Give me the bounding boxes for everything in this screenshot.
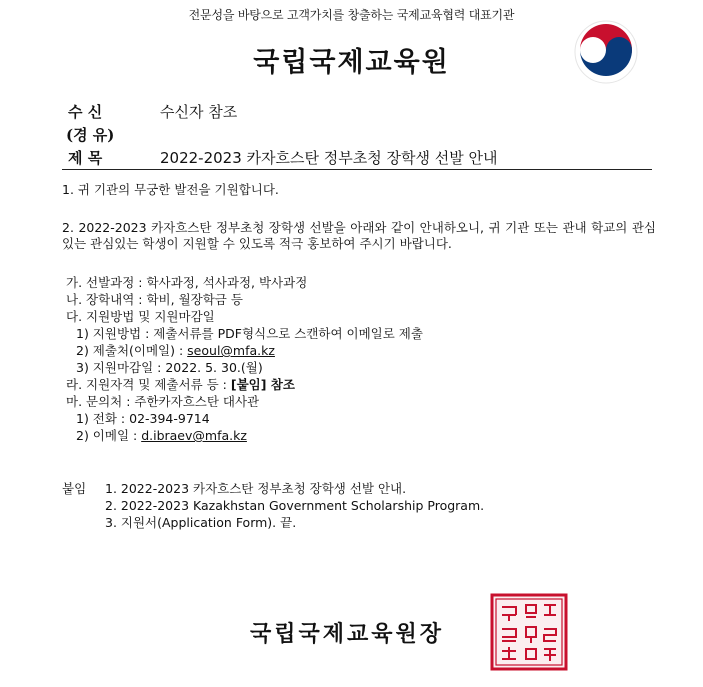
subject-label: 제 목 bbox=[68, 149, 103, 167]
signer-title: 국립국제교육원장 bbox=[250, 621, 445, 647]
subject-value: 2022-2023 카자흐스탄 정부초청 장학생 선발 안내 bbox=[160, 149, 498, 167]
via-label: (경 유) bbox=[66, 126, 115, 144]
submission-email-link[interactable]: seoul@mfa.kz bbox=[187, 343, 275, 358]
item-ma: 마. 문의처 : 주한카자흐스탄 대사관 bbox=[66, 394, 260, 409]
header-divider bbox=[62, 169, 652, 170]
contact-email-link[interactable]: d.ibraev@mfa.kz bbox=[141, 428, 247, 443]
paragraph-2: 2. 2022-2023 카자흐스탄 정부초청 장학생 선발을 아래와 같이 안내하오니, 귀 기관 또는 관내 학교의 관심있는 관심있는 학생이 지원할 수 있도록 적극 홍보하여 주시기 바랍니다. bbox=[62, 220, 656, 251]
recipient-label: 수 신 bbox=[68, 103, 103, 121]
taegeuk-emblem-icon bbox=[574, 20, 638, 84]
item-ra-label: 라. 지원자격 및 제출서류 등 : bbox=[66, 377, 231, 392]
attachments-label: 붙임 bbox=[62, 481, 87, 496]
item-da-2-label: 2) 제출처(이메일) : bbox=[76, 343, 188, 358]
item-da-3: 3) 지원마감일 : 2022. 5. 30.(월) bbox=[76, 360, 263, 375]
slogan: 전문성을 바탕으로 고객가치를 창출하는 국제교육협력 대표기관 bbox=[188, 8, 515, 22]
item-ma-1: 1) 전화 : 02-394-9714 bbox=[76, 411, 210, 426]
paragraph-1: 1. 귀 기관의 무궁한 발전을 기원합니다. bbox=[62, 182, 279, 197]
attachment-item: 2. 2022-2023 Kazakhstan Government Scholarship Program. bbox=[105, 498, 485, 513]
item-ra bbox=[66, 377, 295, 393]
org-title: 국립국제교육원 bbox=[253, 47, 450, 78]
recipient-value: 수신자 참조 bbox=[160, 103, 238, 121]
item-ma-2-label: 2) 이메일 : bbox=[76, 428, 142, 443]
item-na: 나. 장학내역 : 학비, 월장학금 등 bbox=[66, 292, 243, 307]
item-ra-reference: [붙임] 참조 bbox=[230, 377, 295, 392]
item-da-1: 1) 지원방법 : 제출서류를 PDF형식으로 스캔하여 이메일로 제출 bbox=[76, 326, 423, 341]
item-da-2 bbox=[76, 343, 275, 359]
attachment-item: 1. 2022-2023 카자흐스탄 정부초청 장학생 선발 안내. bbox=[105, 481, 407, 496]
attachment-item: 3. 지원서(Application Form). 끝. bbox=[105, 515, 297, 530]
item-ga: 가. 선발과정 : 학사과정, 석사과정, 박사과정 bbox=[66, 275, 308, 290]
item-ma-2 bbox=[76, 428, 247, 444]
item-da: 다. 지원방법 및 지원마감일 bbox=[66, 309, 215, 324]
official-seal-icon bbox=[490, 593, 568, 671]
